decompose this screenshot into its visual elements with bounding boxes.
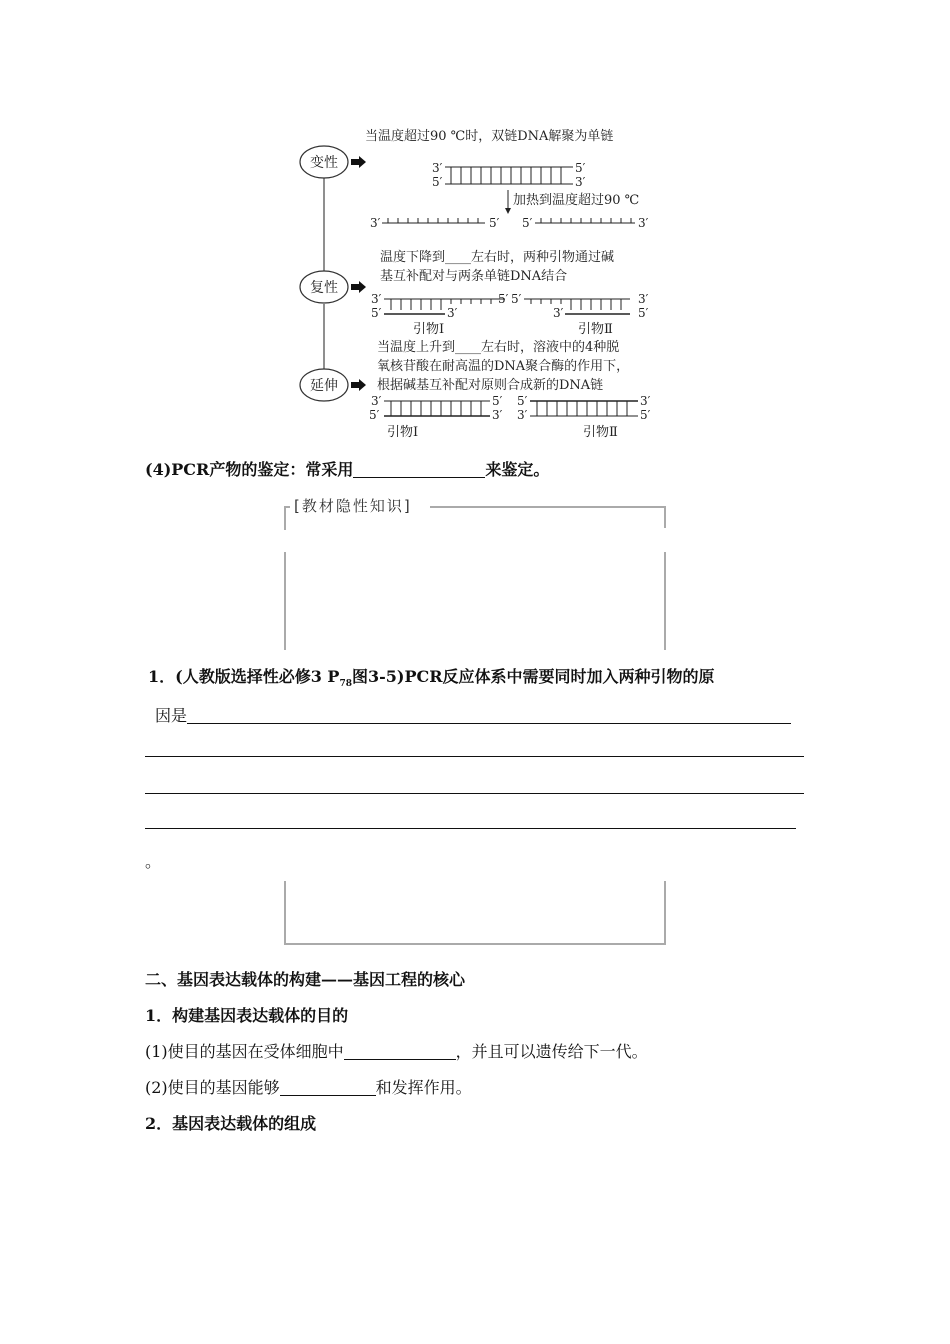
p1-blank[interactable] [344, 1043, 456, 1060]
ex-end-3b: 3′ [492, 408, 503, 422]
answer-line-4[interactable] [145, 828, 796, 829]
question-1-line-2 [155, 706, 791, 726]
p1-prefix: (1)使目的基因在受体细胞中 [145, 1042, 344, 1061]
section-2-sub-1: 1．构建基因表达载体的目的 [145, 1006, 349, 1025]
box-left-border [284, 552, 286, 650]
ss2-end-5: 5′ [522, 216, 533, 230]
answer-blank-1[interactable] [187, 707, 791, 724]
an-end-3d: 3′ [638, 292, 649, 306]
an-end-3b: 3′ [447, 306, 458, 320]
an-end-5a: 5′ [371, 306, 382, 320]
stage-denature: 变性 [310, 155, 338, 171]
stage-anneal: 复性 [310, 280, 338, 296]
ex-end-3a: 3′ [371, 394, 382, 408]
extend-text-3: 根据碱基互补配对原则合成新的DNA链 [377, 378, 604, 393]
an-end-5d: 5′ [638, 306, 649, 320]
question-1-text-b: 图3-5)PCR反应体系中需要同时加入两种引物的原 [351, 667, 715, 686]
p2-suffix: 和发挥作用。 [375, 1078, 472, 1097]
hidden-knowledge-box [284, 497, 666, 650]
ss2-end-3: 3′ [638, 216, 649, 230]
ss1-end-3: 3′ [370, 216, 381, 230]
ds-end-5b: 5′ [575, 161, 586, 175]
question-1-number: 1． [148, 667, 176, 686]
down-arrow-icon [505, 208, 511, 214]
ss1-end-5: 5′ [489, 216, 500, 230]
item-4 [145, 460, 549, 480]
section-2-sub-2: 2．基因表达载体的组成 [145, 1114, 317, 1133]
denature-text: 当温度超过90 ℃时，双链DNA解聚为单链 [365, 129, 614, 144]
stage-extend: 延伸 [310, 378, 338, 394]
arrow-icon-3 [351, 379, 366, 391]
an-end-3c: 3′ [553, 306, 564, 320]
question-1 [148, 667, 715, 694]
p2-blank[interactable] [280, 1079, 376, 1096]
ex-end-3c: 3′ [517, 408, 528, 422]
ex-end-5a: 5′ [369, 408, 380, 422]
ex-end-5d: 5′ [640, 408, 651, 422]
item-4-prefix: (4)PCR产物的鉴定：常采用 [145, 460, 354, 479]
primer-1-label-b: 引物Ⅰ [387, 425, 419, 440]
ex-end-5b: 5′ [492, 394, 503, 408]
hidden-knowledge-box-bottom [284, 881, 666, 945]
question-1-text-a: (人教版选择性必修3 P [175, 667, 340, 686]
item-4-blank[interactable] [353, 461, 485, 478]
p1-suffix: ，并且可以遗传给下一代。 [455, 1042, 648, 1061]
arrow-icon-2 [351, 281, 366, 293]
anneal-text-2: 基互补配对与两条单链DNA结合 [380, 269, 568, 284]
heat-text: 加热到温度超过90 ℃ [513, 193, 640, 208]
question-1-end: 。 [145, 852, 162, 871]
ds-base-pairs [451, 167, 561, 184]
primer-1-label: 引物Ⅰ [413, 322, 445, 337]
ex-end-3d: 3′ [640, 394, 651, 408]
ds-end-5: 5′ [432, 175, 443, 189]
question-1-line2-prefix: 因是 [155, 706, 188, 725]
extend-text-1: 当温度上升到____左右时，溶液中的4种脱 [377, 340, 620, 355]
extend-text-2: 氧核苷酸在耐高温的DNA聚合酶的作用下， [377, 359, 630, 374]
an-end-5b: 5′ [498, 292, 509, 306]
hidden-box-title: [教材隐性知识] [294, 497, 412, 515]
ds-end-3: 3′ [432, 161, 443, 175]
an-end-5c: 5′ [511, 292, 522, 306]
question-1-subscript: 78 [339, 679, 352, 690]
section-2-p1 [145, 1042, 648, 1062]
arrow-icon-1 [351, 156, 366, 168]
section-2-heading: 二、基因表达载体的构建——基因工程的核心 [145, 970, 466, 989]
primer-2-label-b: 引物Ⅱ [583, 425, 618, 440]
ds-end-3b: 3′ [575, 175, 586, 189]
an-end-3a: 3′ [371, 292, 382, 306]
item-4-suffix: 来鉴定。 [485, 460, 550, 479]
box-right-border [664, 552, 666, 650]
pcr-diagram [295, 120, 665, 450]
section-2-p2 [145, 1078, 472, 1098]
ex-end-5c: 5′ [517, 394, 528, 408]
answer-line-3[interactable] [145, 793, 804, 794]
answer-line-2[interactable] [145, 756, 804, 757]
primer-2-label: 引物Ⅱ [578, 322, 613, 337]
box-corner-left [284, 506, 290, 530]
box-top-border [430, 506, 666, 528]
anneal-text-1: 温度下降到____左右时，两种引物通过碱 [380, 250, 615, 265]
pcr-figure [295, 120, 665, 450]
p2-prefix: (2)使目的基因能够 [145, 1078, 280, 1097]
